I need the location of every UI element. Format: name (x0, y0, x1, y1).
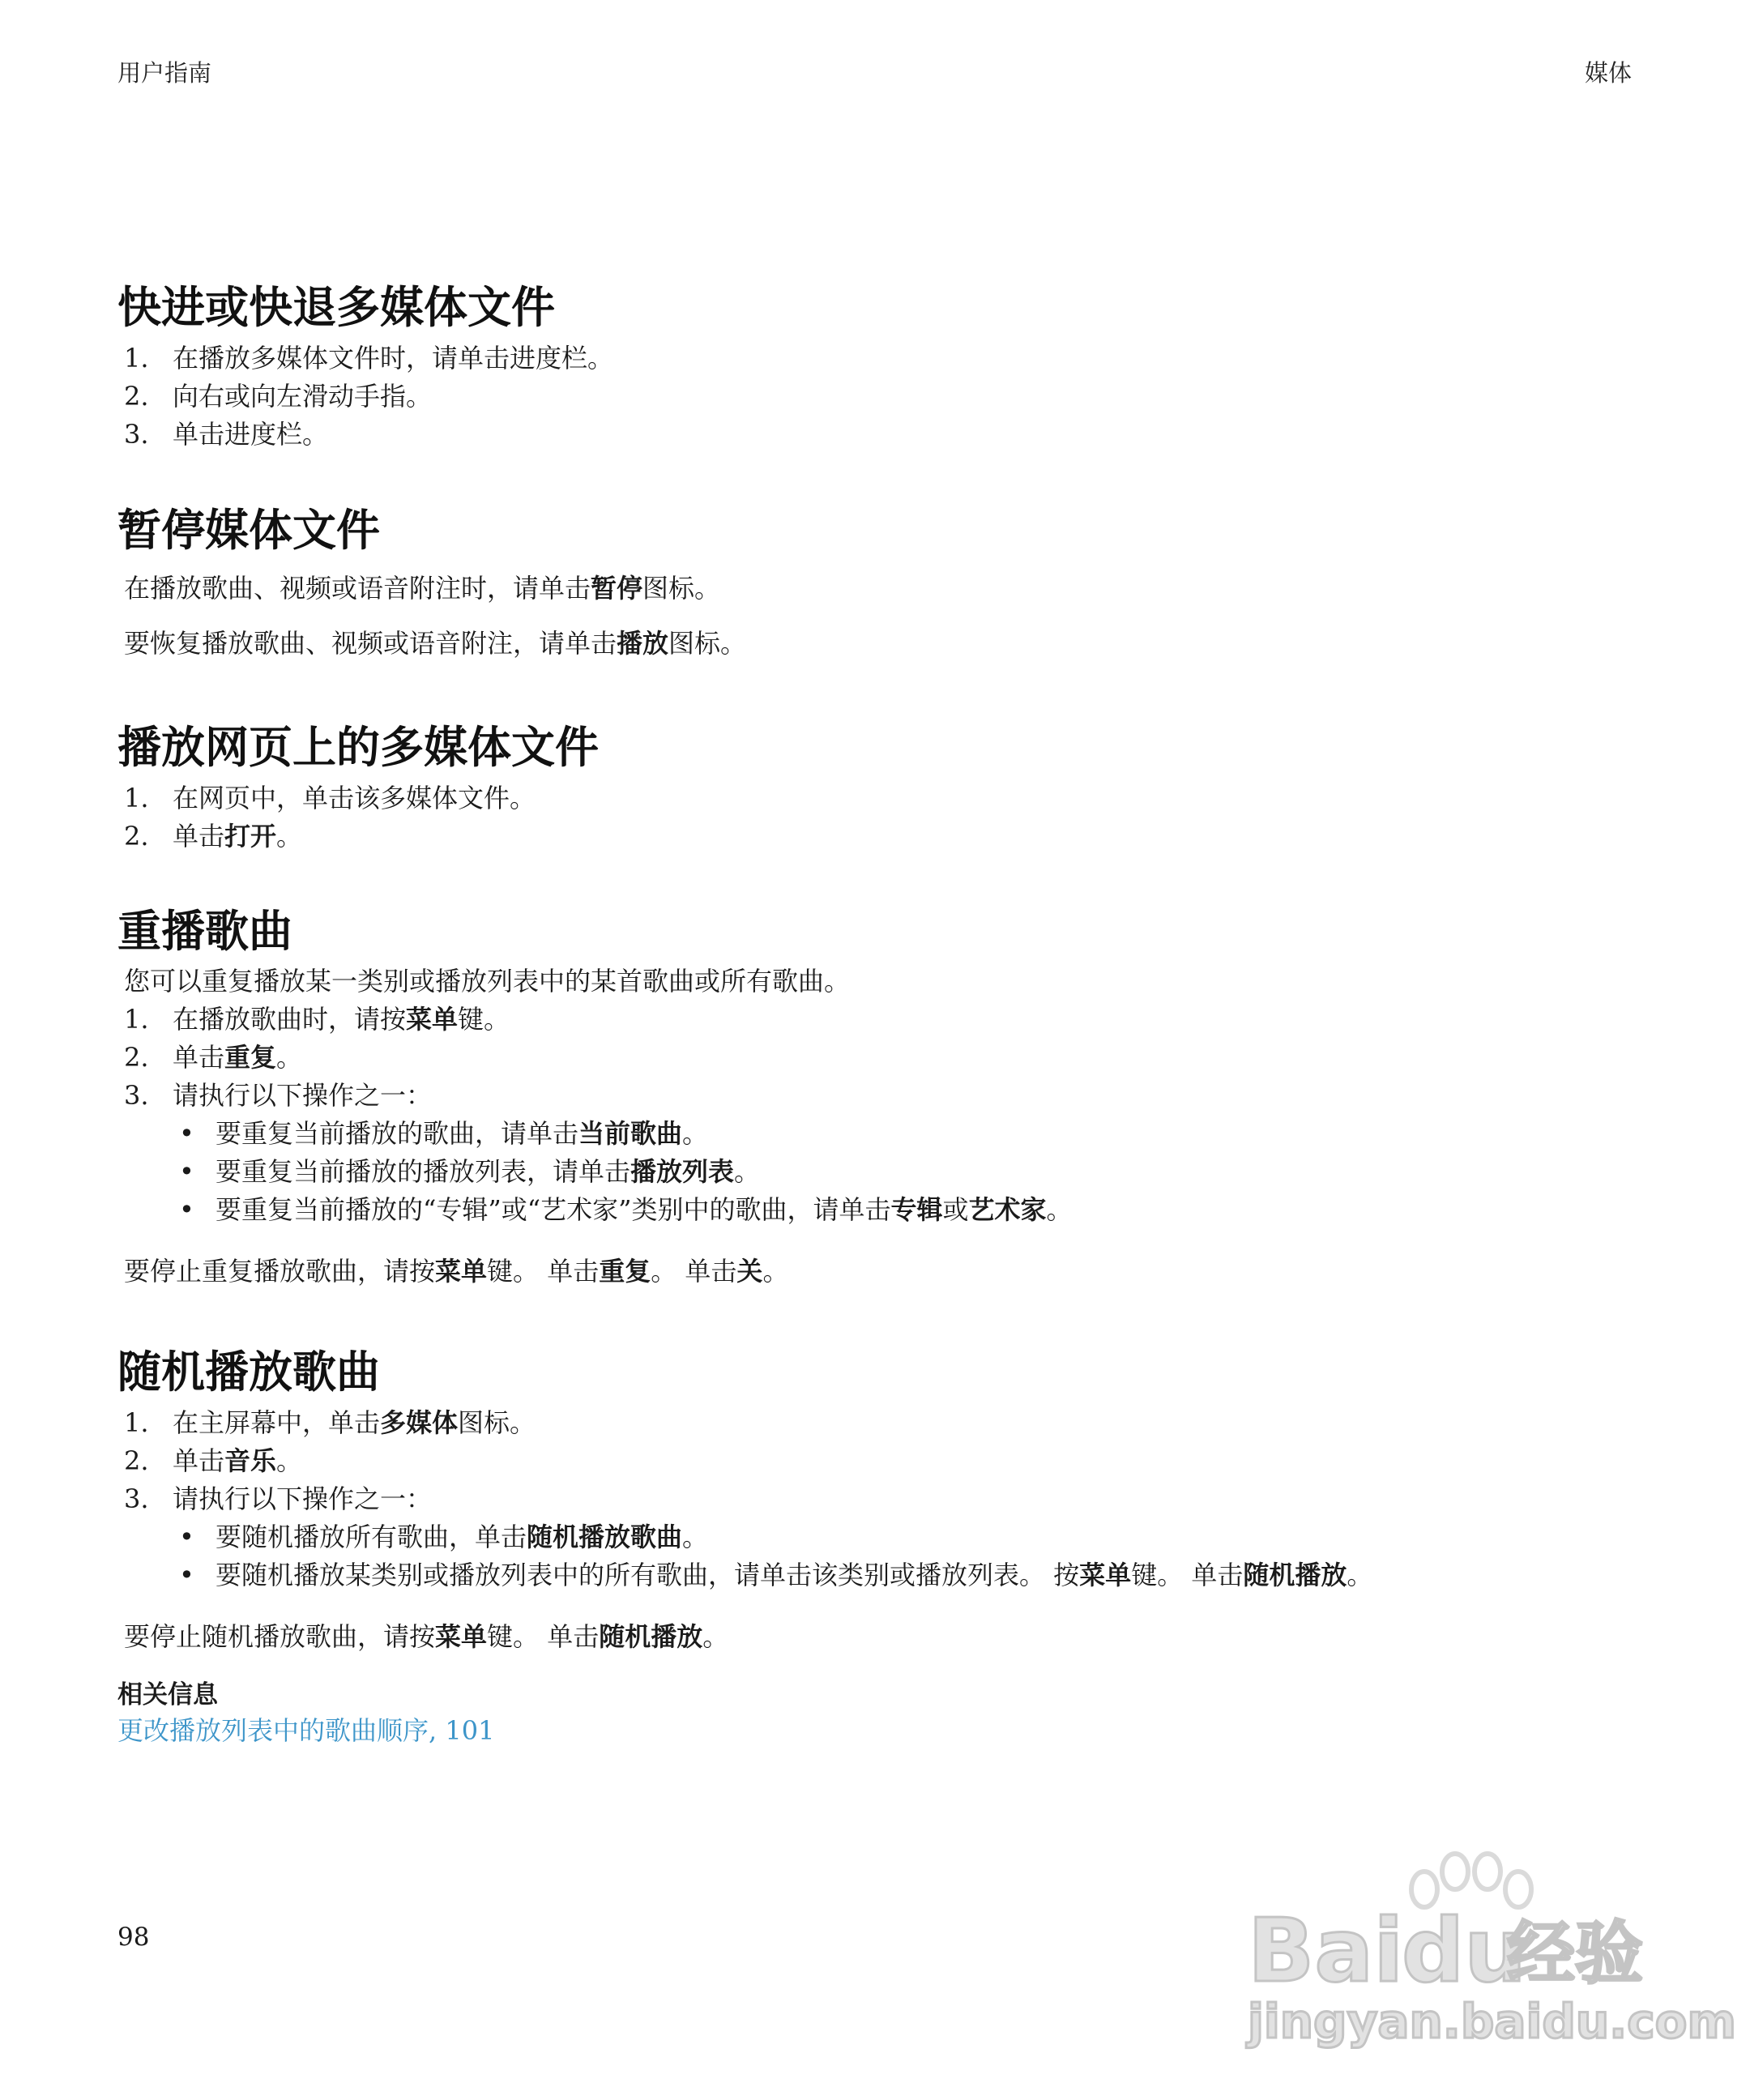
paragraph: 您可以重复播放某一类别或播放列表中的某首歌曲或所有歌曲。 (124, 966, 851, 997)
paw-icon (1411, 1854, 1531, 1907)
list-item: 1. 在主屏幕中，单击多媒体图标。 (124, 1407, 536, 1439)
bullet-item: • 要重复当前播放的“专辑”或“艺术家”类别中的歌曲，请单击专辑或艺术家。 (179, 1194, 1073, 1226)
watermark-logo-b: du (1402, 1901, 1527, 2002)
section-shuffle (117, 1348, 1641, 1656)
paragraph: 在播放歌曲、视频或语音附注时，请单击暂停图标。 (124, 573, 721, 604)
list-item: 1. 在播放歌曲时，请按菜单键。 (124, 1004, 510, 1035)
list-item: 2. 单击音乐。 (124, 1445, 303, 1477)
running-header-left: 用户指南 (117, 59, 212, 87)
page-number: 98 (117, 1923, 150, 1952)
section-title: 快进或快退多媒体文件 (117, 282, 555, 333)
list-item: 1. 在播放多媒体文件时，请单击进度栏。 (124, 343, 614, 374)
section-web-media (117, 723, 1641, 856)
section-fast-forward (117, 284, 1641, 454)
list-item: 1. 在网页中，单击该多媒体文件。 (124, 783, 536, 814)
list-item: 2. 单击打开。 (124, 821, 303, 852)
list-item: 3. 请执行以下操作之一： (124, 1483, 433, 1515)
list-item: 3. 请执行以下操作之一： (124, 1080, 433, 1112)
list-item: 2. 向右或向左滑动手指。 (124, 381, 433, 412)
section-pause (117, 506, 1641, 663)
related-info-title: 相关信息 (117, 1680, 218, 1709)
bullet-item: • 要重复当前播放的歌曲，请单击当前歌曲。 (179, 1118, 709, 1150)
baidu-jingyan-watermark (1240, 1839, 1736, 2050)
list-item: 2. 单击重复。 (124, 1042, 303, 1073)
section-title: 播放网页上的多媒体文件 (117, 722, 599, 773)
paragraph: 要停止重复播放歌曲，请按菜单键。 单击重复。 单击关。 (124, 1256, 789, 1287)
paragraph: 要停止随机播放歌曲，请按菜单键。 单击随机播放。 (124, 1621, 729, 1653)
related-link[interactable]: 更改播放列表中的歌曲顺序, 101 (117, 1715, 495, 1746)
paragraph: 要恢复播放歌曲、视频或语音附注，请单击播放图标。 (124, 628, 747, 659)
section-title: 暂停媒体文件 (117, 505, 380, 556)
running-header-right: 媒体 (1584, 59, 1632, 87)
section-repeat (117, 907, 1641, 1291)
related-info (117, 1677, 1641, 1748)
watermark-logo-a: Bai (1248, 1901, 1404, 2002)
watermark-logo-c: 经验 (1507, 1914, 1644, 1993)
list-item: 3. 单击进度栏。 (124, 419, 329, 450)
section-title: 重播歌曲 (117, 906, 292, 957)
watermark-url: jingyan.baidu.com (1248, 1994, 1736, 2049)
bullet-item: • 要重复当前播放的播放列表，请单击播放列表。 (179, 1156, 761, 1188)
bullet-item: • 要随机播放某类别或播放列表中的所有歌曲，请单击该类别或播放列表。 按菜单键。 单击随机播放。 (179, 1560, 1373, 1591)
bullet-item: • 要随机播放所有歌曲，单击随机播放歌曲。 (179, 1522, 709, 1553)
section-title: 随机播放歌曲 (117, 1347, 380, 1398)
